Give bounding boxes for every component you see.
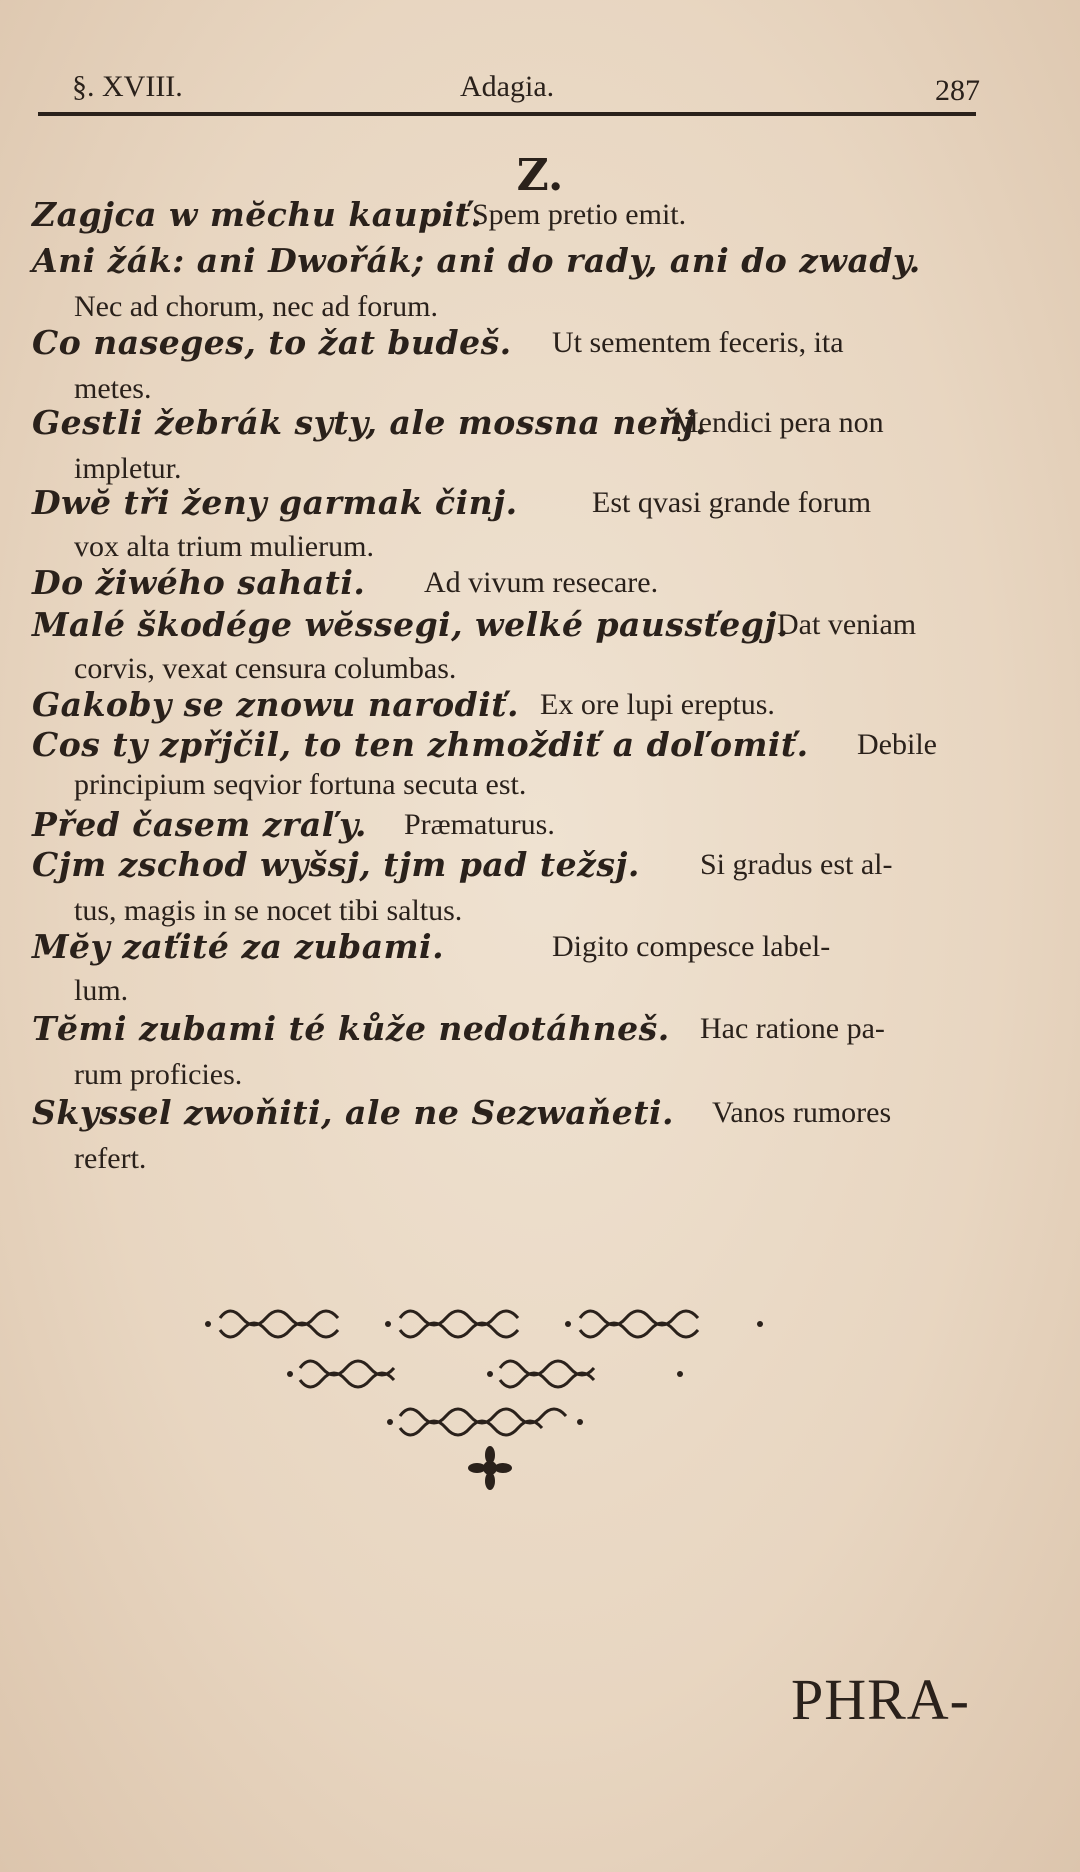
czech-proverb: Před časem zraľy.: [32, 805, 367, 844]
proverb-entry: [32, 686, 980, 726]
latin-translation: Si gradus est al-: [700, 848, 893, 881]
czech-proverb: Do žiwého sahati.: [32, 563, 366, 602]
latin-continuation: metes.: [74, 372, 152, 405]
scroll-motif-icon: [220, 1311, 698, 1337]
latin-translation: Ex ore lupi ereptus.: [540, 688, 775, 721]
czech-proverb: Dwĕ tři ženy garmak činj.: [32, 483, 518, 522]
section-number: §. XVIII.: [72, 70, 183, 103]
catchword: PHRA-: [790, 1667, 970, 1732]
proverb-entry: [32, 1094, 980, 1178]
proverb-entry: [32, 196, 980, 242]
section-letter: Z.: [516, 150, 564, 201]
running-title: Adagia.: [460, 70, 555, 103]
latin-continuation: vox alta trium mulierum.: [74, 530, 374, 563]
latin-translation: Præmaturus.: [404, 808, 555, 841]
proverb-entry: [32, 242, 980, 324]
czech-proverb: Cjm zschod wyšsj, tjm pad težsj.: [32, 845, 640, 884]
running-head: [40, 64, 980, 114]
czech-proverb: Cos ty zpřjčil, to ten zhmoždiť a doľomiť.: [32, 725, 809, 764]
header-rule: [38, 112, 976, 116]
czech-proverb: Gakoby se znowu narodiť.: [32, 685, 519, 724]
page-number: 287: [935, 74, 980, 107]
czech-proverb: Zagjca w mĕchu kaupiť.: [32, 195, 483, 234]
czech-proverb: Ani žák: ani Dwořák; ani do rady, ani do zwady.: [32, 241, 921, 280]
latin-continuation: refert.: [74, 1142, 147, 1175]
proverb-entry: [32, 806, 980, 846]
proverb-entry: [32, 928, 980, 1010]
latin-continuation: tus, magis in se nocet tibi saltus.: [74, 894, 463, 927]
proverb-entry: [32, 324, 980, 404]
latin-translation: Mendici pera non: [672, 406, 884, 439]
proverb-entry: [32, 564, 980, 606]
czech-proverb: Malé škodége wĕssegi, welké paussťegj.: [32, 605, 789, 644]
proverb-entry: [32, 484, 980, 564]
latin-translation: Nec ad chorum, nec ad forum.: [74, 290, 439, 323]
latin-translation: Est qvasi grande forum: [592, 486, 872, 519]
latin-translation: Digito compesce label-: [552, 930, 831, 963]
proverb-entry: [32, 1010, 980, 1094]
proverb-entry: [32, 726, 980, 806]
latin-translation: Ut sementem feceris, ita: [552, 326, 844, 359]
latin-continuation: impletur.: [74, 452, 182, 485]
czech-proverb: Tĕmi zubami té kůže nedotáhneš.: [32, 1009, 670, 1048]
latin-continuation: lum.: [74, 974, 129, 1007]
latin-translation: Ad vivum resecare.: [424, 566, 659, 599]
czech-proverb: Co naseges, to žat budeš.: [32, 323, 512, 362]
proverb-list: [32, 196, 980, 1178]
latin-translation: Debile: [857, 728, 937, 761]
latin-translation: Vanos rumores: [712, 1096, 892, 1129]
latin-translation: Hac ratione pa-: [700, 1012, 885, 1045]
czech-proverb: Mĕy zaťité za zubami.: [32, 927, 445, 966]
floral-ornament-icon: [200, 1290, 780, 1490]
latin-translation: Spem pretio emit.: [472, 198, 687, 231]
latin-translation: Dat veniam: [777, 608, 917, 641]
proverb-entry: [32, 404, 980, 484]
latin-continuation: rum proficies.: [74, 1058, 243, 1091]
latin-continuation: principium seqvior fortuna secuta est.: [74, 768, 527, 801]
czech-proverb: Gestli žebrák syty, ale mossna neňj.: [32, 403, 708, 442]
proverb-entry: [32, 606, 980, 686]
latin-continuation: corvis, vexat censura columbas.: [74, 652, 457, 685]
proverb-entry: [32, 846, 980, 928]
czech-proverb: Skyssel zwoňiti, ale ne Sezwaňeti.: [32, 1093, 674, 1132]
